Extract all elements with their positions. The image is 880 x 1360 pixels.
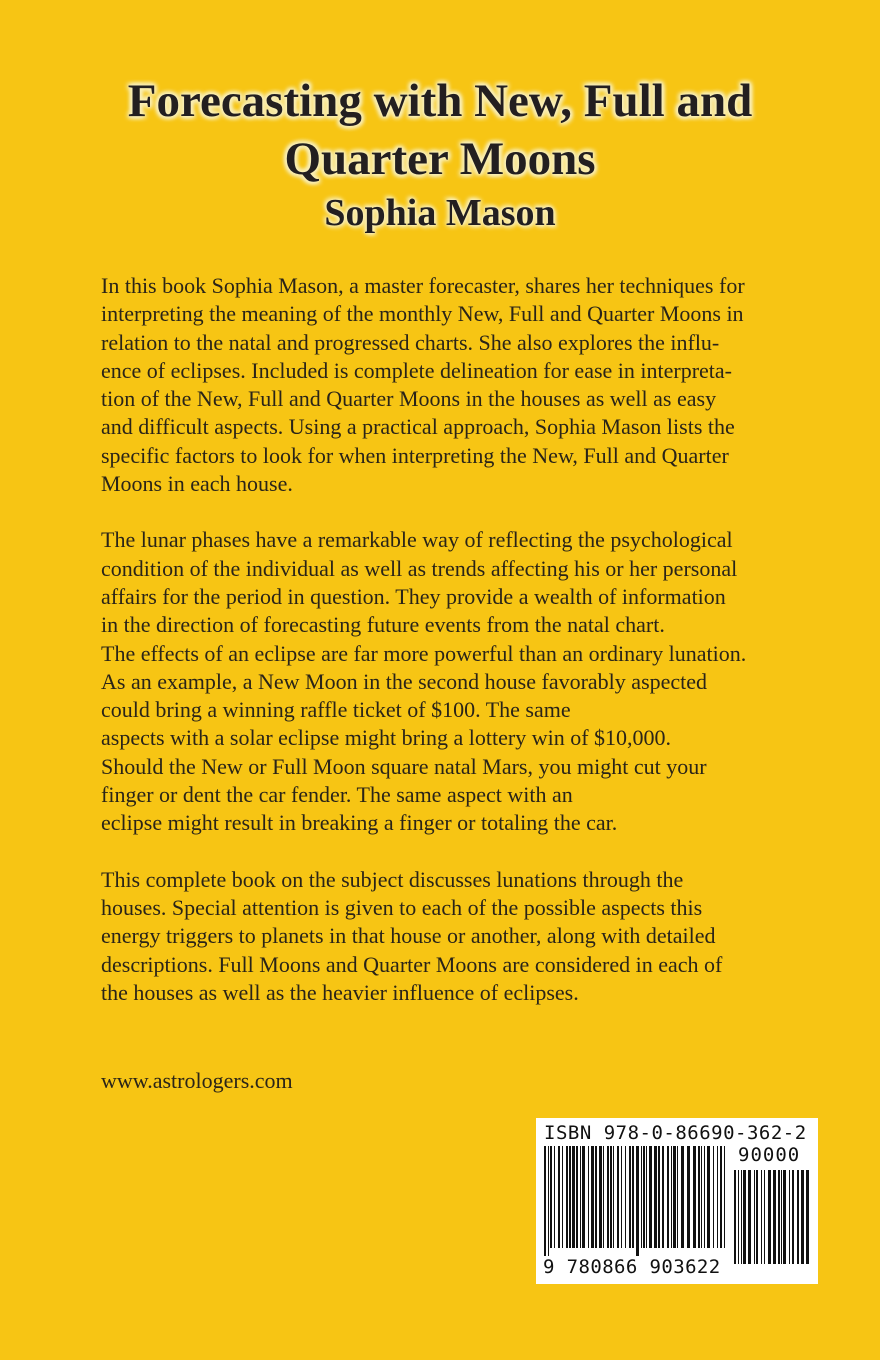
book-description <box>101 272 821 1035</box>
barcode-bar <box>756 1170 758 1264</box>
paragraph-line: ence of eclipses. Included is complete delineation for ease in interpreta- <box>101 357 733 383</box>
description-paragraph <box>101 526 821 837</box>
description-paragraph <box>101 272 821 498</box>
barcode-bar <box>713 1146 714 1248</box>
barcode-bar <box>671 1146 672 1248</box>
paragraph-line: affairs for the period in question. They provide a wealth of information <box>101 583 726 609</box>
paragraph-line: aspects with a solar eclipse might bring a lottery win of $10,000. <box>101 725 672 751</box>
paragraph-line: The effects of an eclipse are far more powerful than an ordinary lunation. <box>101 640 747 666</box>
paragraph-line: specific factors to look for when interpreting the New, Full and Quarter <box>101 442 729 468</box>
paragraph-line: the houses as well as the heavier influence of eclipses. <box>101 979 579 1005</box>
barcode-bar <box>617 1146 619 1248</box>
author-name: Sophia Mason <box>324 192 556 234</box>
barcode-bar <box>797 1170 799 1264</box>
barcode-bar <box>724 1146 725 1248</box>
book-title-line-2: Quarter Moons <box>284 133 596 185</box>
barcode-bar <box>641 1146 642 1248</box>
barcode-bar <box>591 1146 594 1248</box>
paragraph-line: In this book Sophia Mason, a master forecaster, shares her techniques for <box>101 273 745 298</box>
barcode-bar <box>681 1146 684 1248</box>
isbn-label: ISBN 978-0-86690-362-2 <box>544 1122 807 1144</box>
barcode-bar <box>764 1170 765 1264</box>
paragraph-line: Should the New or Full Moon square natal Mars, you might cut your <box>101 753 707 779</box>
ean-digits: 9 780866 903622 <box>543 1256 721 1278</box>
barcode-bar <box>569 1146 571 1248</box>
barcode-bar <box>558 1146 560 1248</box>
paragraph-line: descriptions. Full Moons and Quarter Moons are considered in each of <box>101 951 723 977</box>
paragraph-line: The lunar phases have a remarkable way of reflecting the psychological <box>101 527 733 553</box>
barcode-bar <box>544 1146 546 1260</box>
barcode-bar <box>582 1146 585 1248</box>
paragraph-line: relation to the natal and progressed charts. She also explores the influ- <box>101 329 720 355</box>
book-title-line-1: Forecasting with New, Full and <box>127 75 753 127</box>
addon-barcode-bars <box>734 1170 810 1276</box>
barcode-bar <box>707 1146 710 1248</box>
barcode-bar <box>806 1170 809 1264</box>
barcode-bar <box>801 1170 804 1264</box>
paragraph-line: eclipse might result in breaking a finger or totaling the car. <box>101 810 618 836</box>
barcode-bar <box>768 1170 771 1264</box>
barcode-bar <box>792 1170 794 1264</box>
barcode-bar <box>748 1170 751 1264</box>
barcode-bar <box>572 1146 575 1248</box>
barcode-bar <box>717 1146 718 1248</box>
paragraph-line: This complete book on the subject discusses lunations through the <box>101 866 684 892</box>
barcode-bar <box>789 1170 790 1264</box>
barcode-bar <box>607 1146 609 1248</box>
website-url: www.astrologers.com <box>101 1068 293 1093</box>
paragraph-line: Moons in each house. <box>101 471 293 497</box>
barcode-bar <box>566 1146 568 1248</box>
barcode-bar <box>687 1146 690 1248</box>
paragraph-line: and difficult aspects. Using a practical approach, Sophia Mason lists the <box>101 414 735 440</box>
ean-barcode-bars <box>544 1146 730 1260</box>
paragraph-line: As an example, a New Moon in the second house favorably aspected <box>101 668 708 694</box>
barcode-bar <box>595 1146 597 1248</box>
cover-title-block <box>0 72 880 238</box>
barcode-bar <box>580 1146 581 1248</box>
paragraph-line: houses. Special attention is given to each of the possible aspects this <box>101 894 703 920</box>
paragraph-line: interpreting the meaning of the monthly New, Full and Quarter Moons in <box>101 301 744 327</box>
barcode-bar <box>603 1146 604 1248</box>
barcode-bar <box>754 1170 755 1264</box>
barcode-bar <box>658 1146 660 1248</box>
barcode-bar <box>646 1146 647 1248</box>
paragraph-line: could bring a winning raffle ticket of $100. The same <box>101 697 571 723</box>
paragraph-line: finger or dent the car fender. The same aspect with an <box>101 782 573 808</box>
barcode-bar <box>667 1146 669 1248</box>
barcode-bar <box>632 1146 634 1248</box>
barcode-bar <box>621 1146 622 1248</box>
barcode-bar <box>677 1146 678 1248</box>
barcode-bar <box>548 1146 549 1260</box>
barcode-bar <box>693 1146 696 1248</box>
barcode-bar <box>610 1146 612 1248</box>
barcode-bar <box>720 1146 722 1248</box>
paragraph-line: in the direction of forecasting future events from the natal chart. <box>101 612 665 638</box>
barcode-bar <box>625 1146 626 1248</box>
barcode-bar <box>576 1146 578 1248</box>
barcode-bar <box>734 1170 736 1264</box>
barcode-bar <box>599 1146 602 1248</box>
barcode-bar <box>743 1170 746 1264</box>
barcode-bar <box>778 1170 780 1264</box>
barcode-bar <box>588 1146 589 1248</box>
barcode-bar <box>783 1170 786 1264</box>
barcode-bar <box>738 1170 739 1264</box>
barcode-bar <box>701 1146 702 1248</box>
barcode-bar <box>704 1146 705 1248</box>
barcode-bar <box>662 1146 664 1248</box>
barcode-bar <box>781 1170 782 1264</box>
barcode-bar <box>761 1170 762 1264</box>
barcode-bar <box>613 1146 614 1248</box>
paragraph-line: tion of the New, Full and Quarter Moons in the houses as well as easy <box>101 386 717 412</box>
barcode-bar <box>741 1170 742 1264</box>
barcode-bar <box>643 1146 645 1248</box>
barcode-bar <box>773 1170 776 1264</box>
paragraph-line: condition of the individual as well as trends affecting his or her personal <box>101 555 738 581</box>
paragraph-line: energy triggers to planets in that house or another, along with detailed <box>101 923 716 949</box>
isbn-barcode <box>536 1118 818 1284</box>
barcode-bar <box>562 1146 563 1248</box>
barcode-bar <box>698 1146 700 1248</box>
barcode-bar <box>636 1146 639 1260</box>
barcode-bar <box>554 1146 555 1248</box>
description-paragraph <box>101 866 821 1007</box>
barcode-bar <box>654 1146 657 1248</box>
barcode-bar <box>550 1146 552 1248</box>
barcode-bar <box>629 1146 631 1248</box>
barcode-bar <box>649 1146 652 1248</box>
price-addon-digits: 90000 <box>738 1144 801 1166</box>
barcode-bar <box>673 1146 676 1248</box>
